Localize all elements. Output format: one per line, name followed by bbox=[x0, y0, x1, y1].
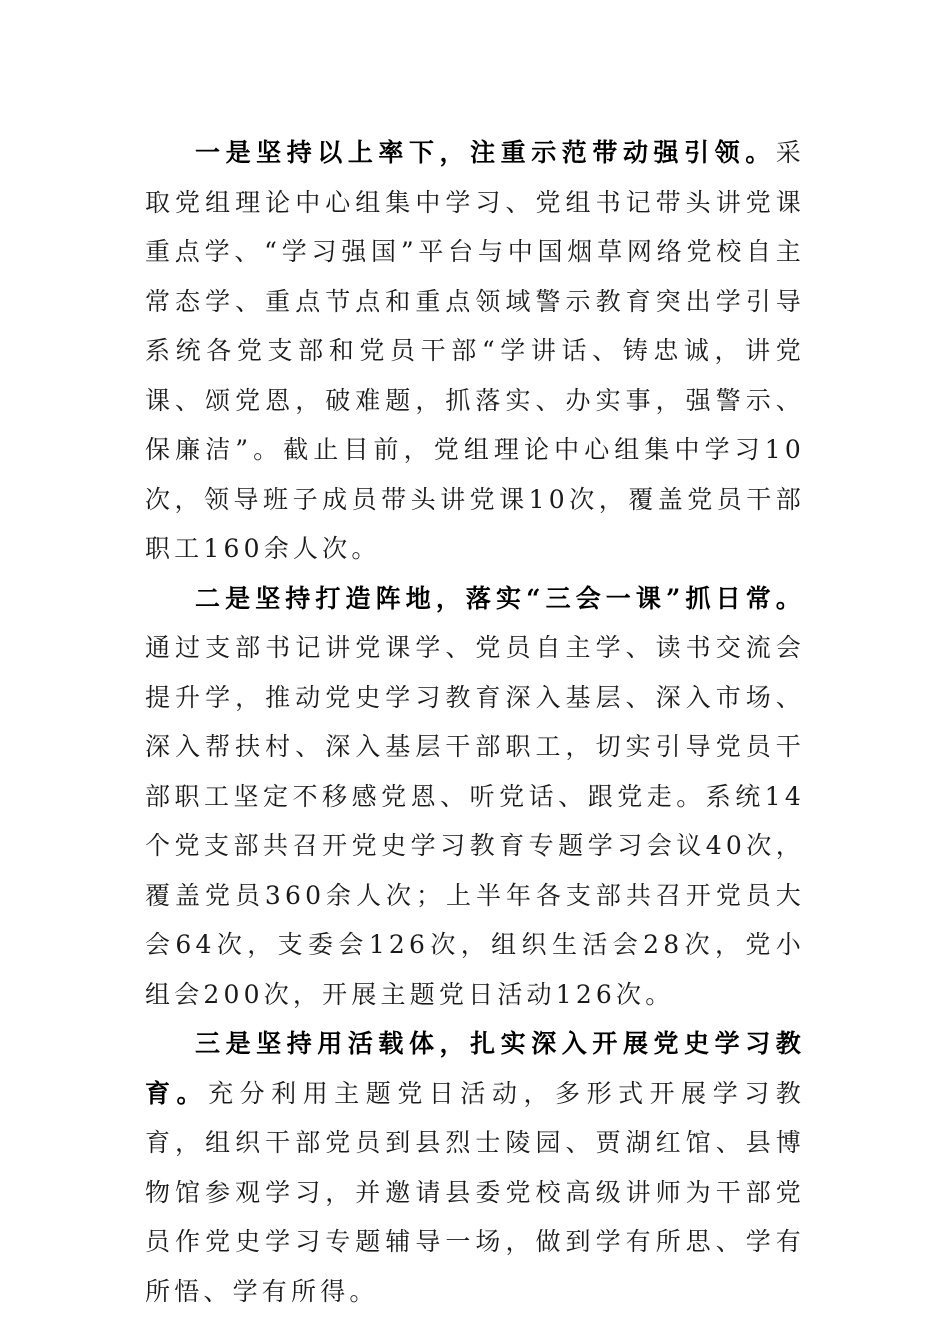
paragraph-3-heading: 三是坚持用活载体，扎实深入开展党史学习教育。 bbox=[145, 1029, 805, 1108]
paragraph-1 bbox=[145, 128, 805, 574]
paragraph-1-heading: 一是坚持以上率下，注重示范带动强引领。 bbox=[195, 138, 776, 167]
document-body bbox=[145, 128, 805, 1316]
paragraph-2-text: 通过支部书记讲党课学、党员自主学、读书交流会提升学，推动党史学习教育深入基层、深入市场、深入帮扶村、深入基层干部职工，切实引导党员干部职工坚定不移感党恩、听党话、跟党走。系统14个党支部共召开党史学习教育专题学习会议40次，覆盖党员360余人次；上半年各支部共召开党员大会64次，支委会126次，组织生活会28次，党小组会200次，开展主题党日活动126次。 bbox=[145, 633, 805, 1009]
paragraph-2-heading: 二是坚持打造阵地，落实“三会一课”抓日常。 bbox=[195, 583, 805, 613]
paragraph-2 bbox=[145, 574, 805, 1020]
paragraph-3 bbox=[145, 1019, 805, 1316]
paragraph-1-text: 采取党组理论中心组集中学习、党组书记带头讲党课重点学、“学习强国”平台与中国烟草网络党校自主常态学、重点节点和重点领域警示教育突出学引导系统各党支部和党员干部“学讲话、铸忠诚，讲党课、颂党恩，破难题，抓落实、办实事，强警示、保廉洁”。截止目前，党组理论中心组集中学习10次，领导班子成员带头讲党课10次，覆盖党员干部职工160余人次。 bbox=[145, 138, 805, 563]
paragraph-3-text: 充分利用主题党日活动，多形式开展学习教育，组织干部党员到县烈士陵园、贾湖红馆、县博物馆参观学习，并邀请县委党校高级讲师为干部党员作党史学习专题辅导一场，做到学有所思、学有所悟、学有所得。 bbox=[145, 1078, 805, 1306]
